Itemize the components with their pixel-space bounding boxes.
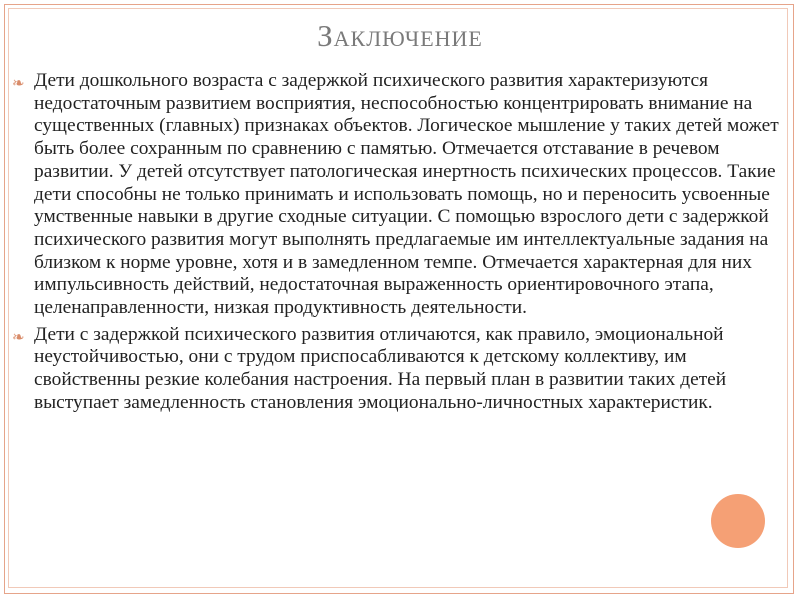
feather-icon: ❧ bbox=[12, 329, 25, 346]
slide-title: Заключение bbox=[317, 18, 483, 53]
decorative-circle bbox=[711, 494, 765, 548]
bullet-item bbox=[12, 70, 782, 320]
feather-icon: ❧ bbox=[12, 76, 25, 92]
bullet-text: Дети дошкольного возраста с задержкой психического развития характеризуются недостаточным развитием восприятия, неспособностью концентрировать внимание на существенных (главных) признаках объектов. Логическое мышление у таких детей может быть более сохранным по сравнению с памятью. Отмечается отставание в речевом развитии. У детей отсутствует патологическая инертность психических процессов. Такие дети способны не только принимать и использовать помощь, но и переносить усвоенные умственные навыки в другие сходные ситуации. С помощью взрослого дети с задержкой психического развития могут выполнять предлагаемые им интеллектуальные задания на близком к норме уровне, хотя и в замедленном темпе. Отмечается характерная для них импульсивность действий, недостаточная выраженность ориентировочного этапа, целенаправленности, низкая продуктивность деятельности. bbox=[34, 70, 779, 319]
slide-body bbox=[12, 70, 782, 419]
bullet-item bbox=[12, 324, 782, 415]
bullet-text: Дети с задержкой психического развития отличаются, как правило, эмоциональной неустойчивостью, они с трудом приспосабливаются к детскому коллективу, им свойственны резкие колебания настроения. На первый план в развитии таких детей выступает замедленность становления эмоционально-личностных характеристик. bbox=[34, 323, 727, 413]
